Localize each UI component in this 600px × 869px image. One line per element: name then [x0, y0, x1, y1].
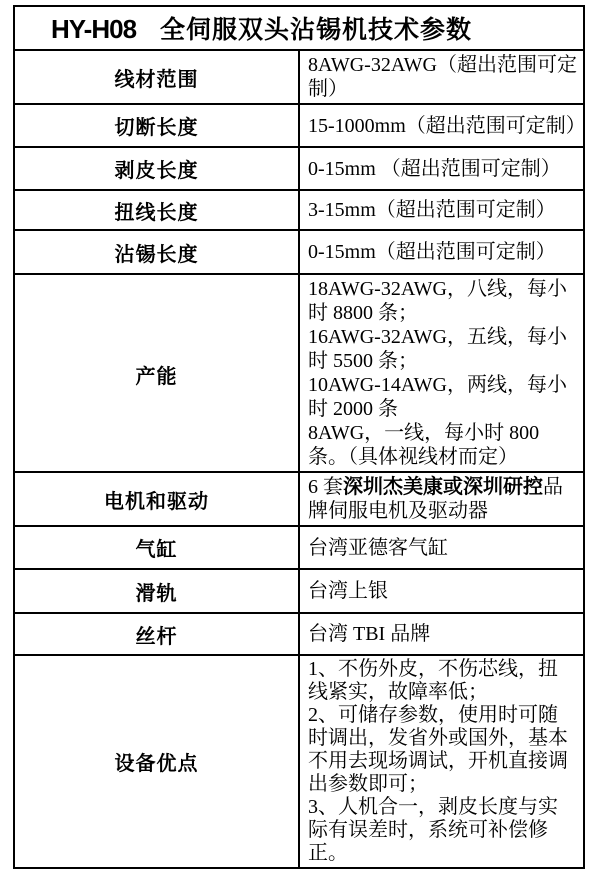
row-label-strip-length: 剥皮长度 — [14, 147, 299, 190]
table-header-row — [14, 6, 584, 50]
row-label-tinning-length: 沾锡长度 — [14, 230, 299, 274]
table-row-screw — [14, 613, 584, 655]
row-label-advantages: 设备优点 — [14, 655, 299, 868]
row-label-wire-range: 线材范围 — [14, 50, 299, 104]
row-value-strip-length: 0-15mm （超出范围可定制） — [299, 147, 584, 190]
table-row-strip-length — [14, 147, 584, 190]
row-label-slide-rail: 滑轨 — [14, 569, 299, 613]
row-label-screw: 丝杆 — [14, 613, 299, 655]
row-value-cut-length: 15-1000mm（超出范围可定制） — [299, 104, 584, 147]
row-value-cylinder: 台湾亚德客气缸 — [299, 526, 584, 569]
row-value-slide-rail: 台湾上银 — [299, 569, 584, 613]
table-row-tinning-length — [14, 230, 584, 274]
table-row-twist-length — [14, 190, 584, 230]
capacity-line-3: 10AWG-14AWG，两线，每小时 2000 条 — [308, 374, 567, 420]
row-label-twist-length: 扭线长度 — [14, 190, 299, 230]
row-value-capacity — [299, 274, 584, 472]
capacity-line-2: 16AWG-32AWG，五线，每小时 5500 条； — [308, 326, 567, 372]
motor-drive-count: 6 套 — [308, 476, 343, 498]
advantage-item-1: 1、不伤外皮，不伤芯线，扭线紧实，故障率低； — [308, 658, 558, 703]
row-label-cylinder: 气缸 — [14, 526, 299, 569]
capacity-line-1: 18AWG-32AWG，八线，每小时 8800 条； — [308, 278, 567, 324]
row-label-cut-length: 切断长度 — [14, 104, 299, 147]
row-value-twist-length: 3-15mm（超出范围可定制） — [299, 190, 584, 230]
table-row-wire-range — [14, 50, 584, 104]
capacity-line-4: 8AWG，一线，每小时 800 条。（具体视线材而定） — [308, 422, 540, 468]
row-label-capacity: 产能 — [14, 274, 299, 472]
row-value-tinning-length: 0-15mm（超出范围可定制） — [299, 230, 584, 274]
row-value-screw: 台湾 TBI 品牌 — [299, 613, 584, 655]
table-row-cylinder — [14, 526, 584, 569]
row-label-motor-drive: 电机和驱动 — [14, 472, 299, 526]
advantage-item-2: 2、可储存参数，使用时可随时调出，发省外或国外，基本不用去现场调试，开机直接调出参数即可； — [308, 704, 568, 795]
table-row-motor-drive — [14, 472, 584, 526]
table-row-slide-rail — [14, 569, 584, 613]
model-number: HY-H08 — [51, 14, 137, 44]
row-value-motor-drive — [299, 472, 584, 526]
page-title: 全伺服双头沾锡机技术参数 — [160, 16, 473, 44]
table-title-cell — [14, 6, 584, 50]
motor-drive-brands: 深圳杰美康或深圳研控 — [343, 476, 543, 498]
row-value-wire-range: 8AWG-32AWG（超出范围可定制） — [299, 50, 584, 104]
table-row-advantages — [14, 655, 584, 868]
table-row-capacity — [14, 274, 584, 472]
table-row-cut-length — [14, 104, 584, 147]
motor-drive-description: 品牌伺服电机及驱动器 — [308, 476, 563, 522]
advantage-item-3: 3、人机合一，剥皮长度与实际有误差时，系统可补偿修正。 — [308, 796, 558, 864]
spec-table — [13, 5, 585, 869]
row-value-advantages — [299, 655, 584, 868]
